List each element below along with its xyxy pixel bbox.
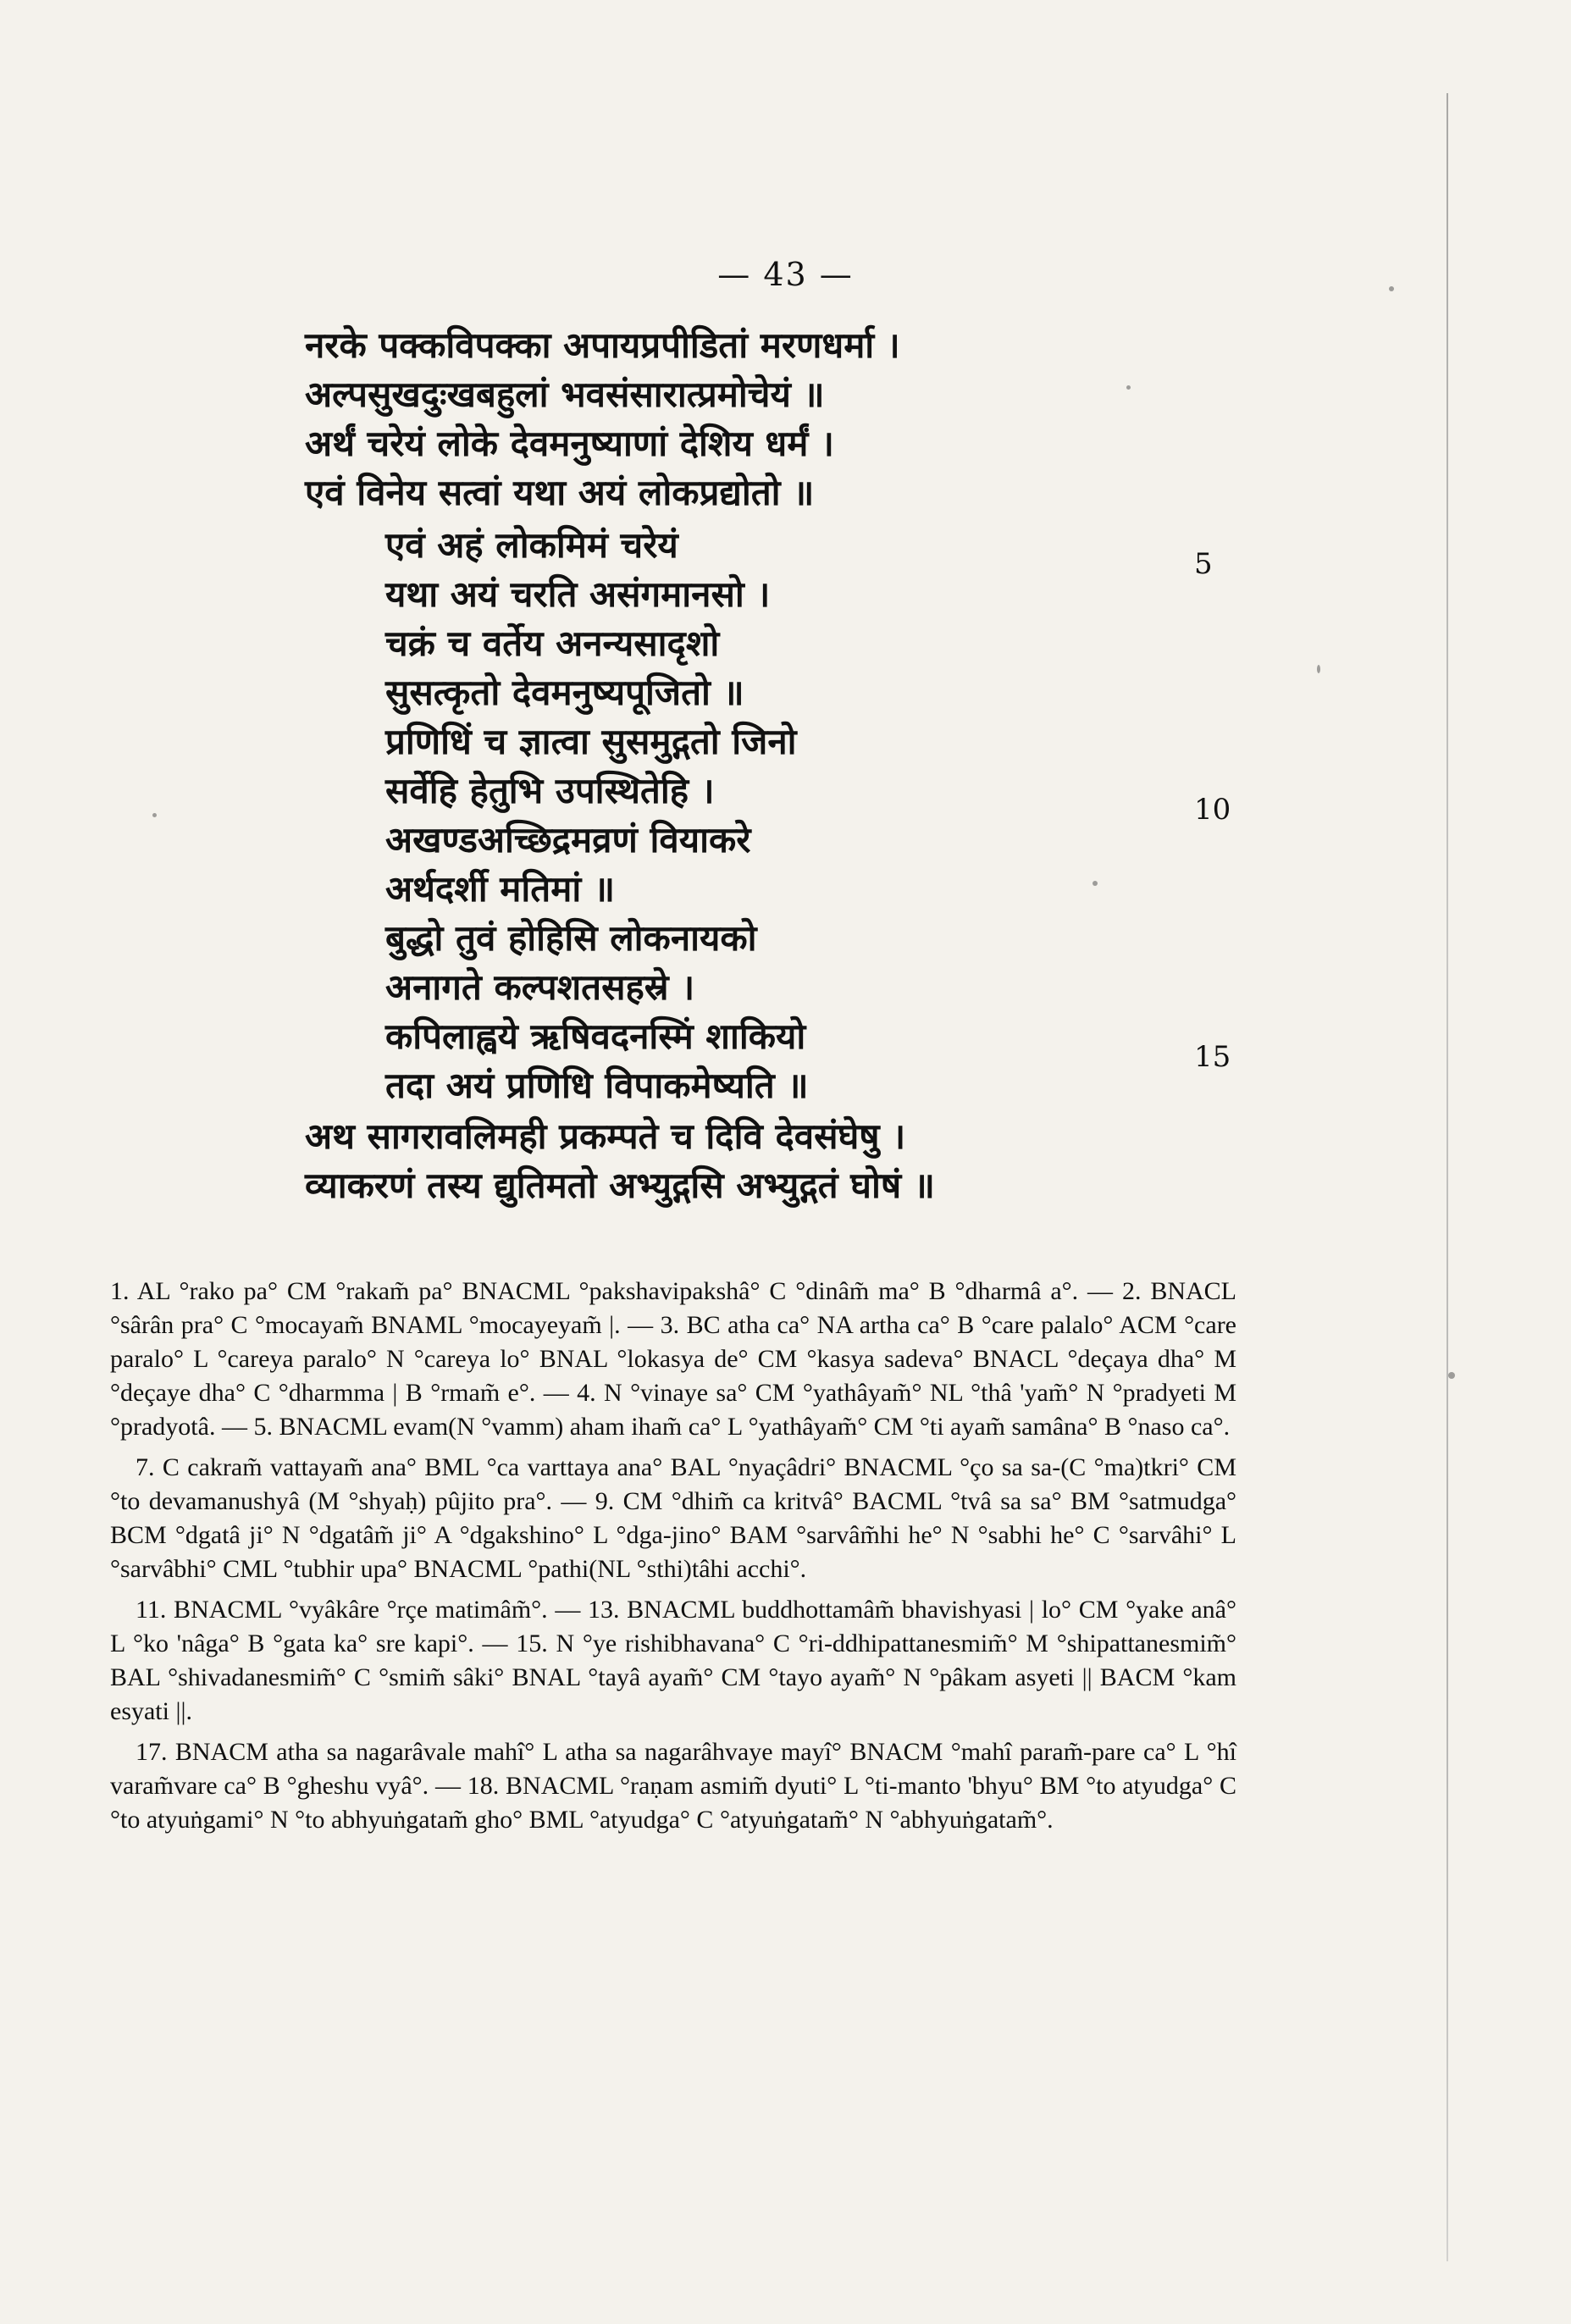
- verse-line: एवं विनेय सत्वां यथा अयं लोकप्रद्योतो ॥: [305, 472, 815, 513]
- footnote: 11. BNACML °vyâkâre °rçe matimâm̃°. — 13. BNACML buddhottamâm̃ bhavishyasi | lo° CM °yake anâ° L °ko 'nâga° B °gata ka° sre kapi°. — 15. N °ye rishibhavana° C °ri-ddhipattanesmim̃° M °shipattanesmim̃° BAL °shivadanesmim̃° C °smim̃ sâki° BNAL °tayâ ayam̃° CM °tayo ayam̃° N °pâkam asyeti || BACM °kam esyati ||.: [110, 1596, 1236, 1725]
- line-number: 15: [1194, 1040, 1231, 1074]
- verse-line: अर्थं चरेयं लोके देवमनुष्याणां देशिय धर्मं ।: [305, 423, 834, 464]
- verse-line: एवं अहं लोकमिमं चरेयं: [385, 524, 678, 566]
- footnote: 7. C cakram̃ vattayam̃ ana° BML °ca varttaya ana° BAL °nyaçâdri° BNACML °ço sa sa-(C °ma)tkri° CM °to devamanushyâ (M °shyaḥ) pûjito pra°. — 9. CM °dhim̃ ca kritvâ° BACML °tvâ sa sa° BM °satmudga° BCM °dgatâ ji° N °dgatâm̃ ji° A °dgakshino° L °dga-jino° BAM °sarvâm̃hi he° N °sabhi he° C °sarvâhi° L °sarvâbhi° CML °tubhir upa° BNACML °pathi(NL °sthi)tâhi acchi°.: [110, 1453, 1236, 1583]
- verse-line: यथा अयं चरति असंगमानसो ।: [385, 573, 771, 615]
- verse-line: चक्रं च वर्तेय अनन्यसादृशो: [385, 622, 720, 664]
- verse-line: अनागते कल्पशतसहस्रे ।: [385, 966, 695, 1008]
- footnote: 1. AL °rako pa° CM °rakam̃ pa° BNACML °pakshavipakshâ° C °dinâm̃ ma° B °dharmâ a°. — 2. BNACL °sârân pra° C °mocayam̃ BNAML °mocayeyam̃ |. — 3. BC atha ca° NA artha ca° B °care palalo° ACM °care paralo° L °careya paralo° N °careya lo° BNAL °lokasya de° CM °kasya sadeva° BNACL °deçaya dha° M °deçaye dha° C °dharmma | B °rmam̃ e°. — 4. N °vinaye sa° CM °yathâyam̃° NL °thâ 'yam̃° N °pradyeti M °pradyotâ. — 5. BNACML evam(N °vamm) aham iham̃ ca° L °yathâyam̃° CM °ti ayam̃ samâna° B °naso ca°.: [110, 1277, 1236, 1441]
- line-number: 10: [1194, 793, 1231, 827]
- verse-line: अर्थदर्शी मतिमां ॥: [385, 868, 615, 910]
- verse-line: अल्पसुखदुःखबहुलां भवसंसारात्प्रमोचेयं ॥: [305, 374, 825, 415]
- scan-speck: [1448, 1372, 1455, 1379]
- line-number: 5: [1194, 547, 1213, 581]
- verse-line: सुसत्कृतो देवमनुष्यपूजितो ॥: [385, 672, 744, 713]
- verse-line: कपिलाह्वये ऋषिवदनस्मिं शाकियो: [385, 1015, 806, 1057]
- verse-line: सर्वेहि हेतुभि उपस्थितेहि ।: [385, 770, 715, 811]
- verse-line: तदा अयं प्रणिधि विपाकमेष्यति ॥: [385, 1065, 809, 1106]
- verse-line: अथ सागरावलिमही प्रकम्पते च दिवि देवसंघेषु ।: [305, 1115, 906, 1157]
- verse-line: अखण्डअच्छिद्रमव्रणं वियाकरे: [385, 819, 751, 860]
- verse-block: [0, 322, 1571, 1253]
- verse-line: व्याकरणं तस्य द्युतिमतो अभ्युद्गसि अभ्युद्गतं घोषं ॥: [305, 1165, 935, 1206]
- verse-line: नरके पक्कविपक्का अपायप्रपीडितां मरणधर्मा ।: [305, 324, 900, 366]
- footnotes: [110, 1275, 1236, 1844]
- verse-line: प्रणिधिं च ज्ञात्वा सुसमुद्गतो जिनो: [385, 721, 797, 762]
- verse-line: बुद्धो तुवं होहिसि लोकनायको: [385, 917, 757, 959]
- page-number: — 43 —: [717, 256, 854, 293]
- footnote: 17. BNACM atha sa nagarâvale mahî° L atha sa nagarâhvaye mayî° BNACM °mahî param̃-pare ca° L °hî varam̃vare ca° B °gheshu vyâ°. — 18. BNACML °raṇam asmim̃ dyuti° L °ti-manto 'bhyu° BM °to atyudga° C °to atyuṅgami° N °to abhyuṅgatam̃ gho° BML °atyudga° C °atyuṅgatam̃° N °abhyuṅgatam̃°.: [110, 1738, 1236, 1834]
